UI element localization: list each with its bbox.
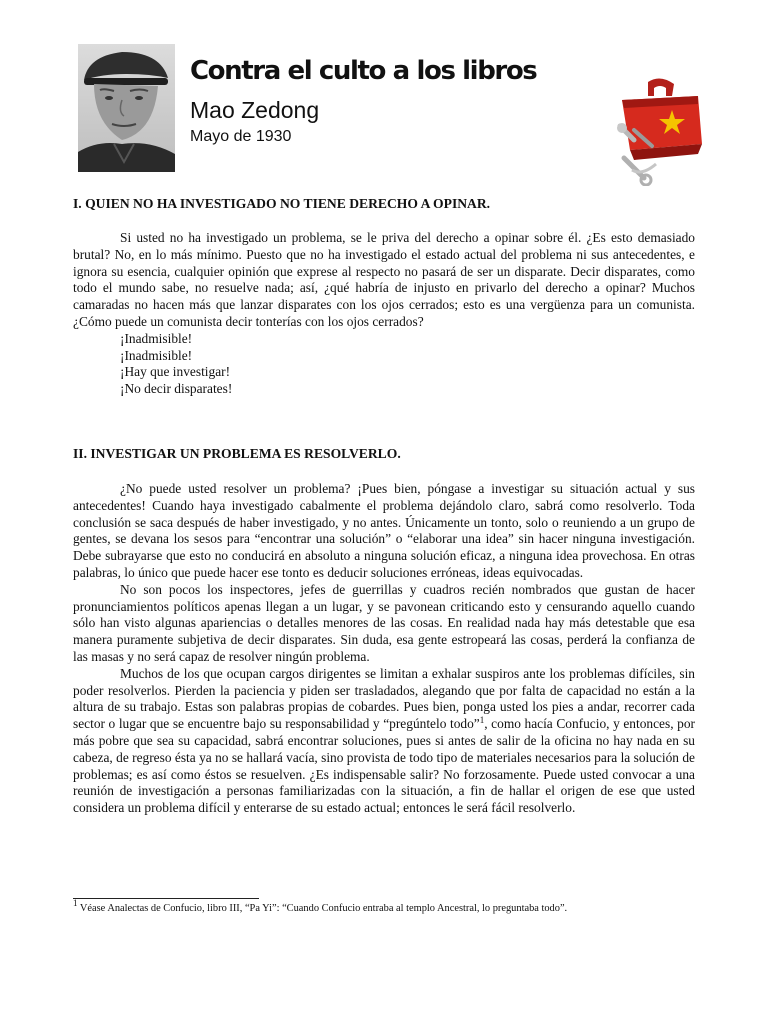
footnote-number: 1 <box>73 898 78 908</box>
section-1-paragraph: Si usted no ha investigado un problema, se le priva del derecho a opinar sobre él. ¿Es esto demasiado brutal? No, en lo más mínimo. Puesto que no ha investigado el estado actual del problema ni sus antecedentes, e ignora su esencia, cualquier opinión que exprese al respecto no pasará de ser un disparate. Decir disparates, como todo el mundo sabe, no resuelve nada; así, ¿qué habría de injusto en privarlo del derecho a opinar? Muchos camaradas no hacen más que lanzar disparates con los ojos cerrados; esto es una vergüenza para un comunista. ¿Cómo puede un comunista decir tonterías con los ojos cerrados? <box>73 230 695 329</box>
section-2-paragraph-2: No son pocos los inspectores, jefes de guerrillas y cuadros recién nombrados que gustan de hacer pronunciamientos políticos apenas llegan a un lugar, y se pavonean criticando esto y censurando aquello cuando sólo han visto algunas apariencias o detalles menores de las cosas. En realidad nada hay más detestable que esa manera puramente subjetiva de decir disparates. Sin duda, esa gente estropeará las cosas, perderá la confianza de las masas y no será capaz de resolver ningún problema. <box>73 581 695 664</box>
document-title: Contra el culto a los libros <box>190 56 537 86</box>
section-1-heading: I. QUIEN NO HA INVESTIGADO NO TIENE DERECHO A OPINAR. <box>73 196 491 211</box>
footnote-text: Véase Analectas de Confucio, libro III, “Pa Yi”: “Cuando Confucio entraba al templo Ancestral, lo preguntaba todo”. <box>77 903 568 914</box>
section-2-paragraph-3 <box>73 666 695 817</box>
author-portrait-image <box>78 44 175 172</box>
section-2-heading: II. INVESTIGAR UN PROBLEMA ES RESOLVERLO. <box>73 446 401 461</box>
paragraph-3-part-b: , como hacía Confucio, y entonces, por más pobre que sea su capacidad, sabrá encontrar soluciones, pues si antes de salir de la oficina no hay nada en su cabeza, de regreso ésta ya no se hallará vacía, sino provista de todo tipo de materiales necesarios para la solución de problemas; es así como éstos se resuelven. ¿Es indispensable salir? No forzosamente. Puede usted convocar a una reunión de investigación a personas familiarizadas con la situación, a fin de hallar el origen de ese que usted considera un problema difícil y enterarse de su estado actual; entonces le será fácil resolverlo. <box>73 716 695 816</box>
paragraph-3-part-a: Muchos de los que ocupan cargos dirigentes se limitan a exhalar suspiros ante los problemas difíciles, sin poder resolverlos. Pierden la paciencia y piden ser trasladados, alegando que por falta de capacidad no están a la altura de su trabajo. Estas son palabras propias de cobardes. Pues bien, ponga usted los pies a andar, recorrer cada sector o lugar que se encuentre bajo su responsabilidad y “pregúntelo todo” <box>73 665 695 732</box>
section-2-paragraph-1: ¿No puede usted resolver un problema? ¡Pues bien, póngase a investigar su situación actual y sus antecedentes! Cuando haya investigado cabalmente el problema dejándolo claro, sabrá como resolverlo. Toda conclusión se saca después de haber investigado, y no antes. Únicamente un tonto, solo o reuniendo a un grupo de gentes, se devana los sesos para “encontrar una solución” o “elaborar una idea” sin hacer ninguna investigación. Debe subrayarse que esto no conducirá en absoluto a ninguna solución eficaz, a ninguna idea provechosa. En otras palabras, lo único que puede hacer ese tonto es deducir soluciones erróneas, ideas equivocadas. <box>73 481 695 580</box>
exclamation-line: ¡Inadmisible! <box>120 347 193 363</box>
exclamation-line: ¡Inadmisible! <box>120 330 193 346</box>
footnote-divider <box>73 898 259 899</box>
section-2-body <box>73 481 695 817</box>
author-name: Mao Zedong <box>190 97 320 123</box>
toolbox-star-icon <box>612 74 710 186</box>
footnote <box>73 898 568 914</box>
section-1-body <box>73 230 695 398</box>
exclamation-line: ¡No decir disparates! <box>120 381 233 397</box>
publication-date: Mayo de 1930 <box>190 128 292 145</box>
footnote-reference[interactable]: 1 <box>479 715 485 726</box>
exclamation-line: ¡Hay que investigar! <box>120 364 231 380</box>
